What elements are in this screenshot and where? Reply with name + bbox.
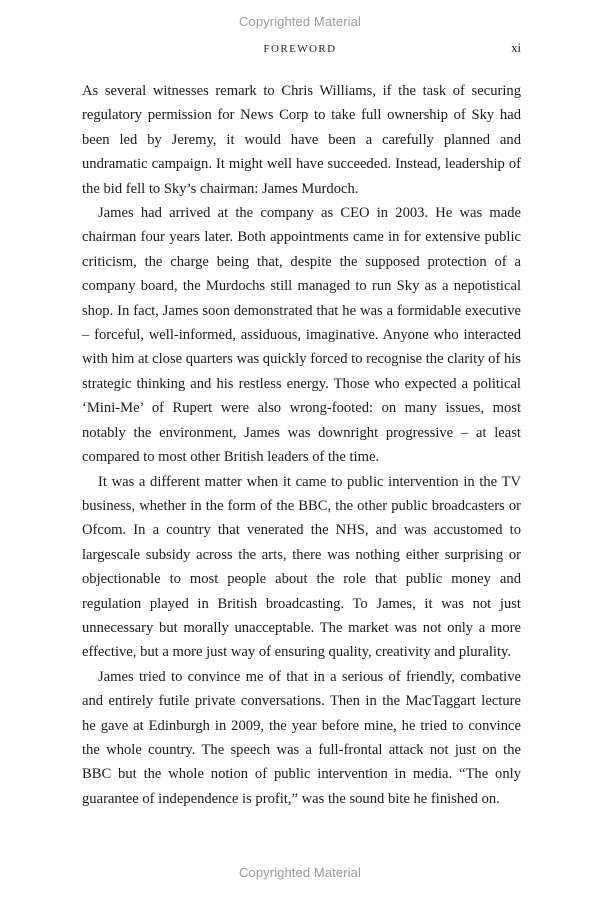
- body-text: [82, 79, 521, 811]
- page-number: xi: [511, 41, 521, 55]
- copyright-watermark-bottom: Copyrighted Material: [239, 865, 361, 880]
- paragraph-3: It was a different matter when it came to public intervention in the TV business, whether in the form of the BBC, the other public broadcasters or Ofcom. In a country that venerated the NHS, and was accustomed to largescale subsidy across the arts, there was nothing either surprising or objectionable to most people about the role that public money and regulation played in British broadcasting. To James, it was not just unnecessary but morally unacceptable. The market was not only a more effective, but a more just way of ensuring quality, creativity and plurality.: [82, 473, 521, 661]
- copyright-watermark-top: Copyrighted Material: [239, 14, 361, 29]
- paragraph-1: As several witnesses remark to Chris Williams, if the task of securing regulatory permission for News Corp to take full ownership of Sky had been led by Jeremy, it would have been a carefully planned and undramatic campaign. It might well have succeeded. Instead, leadership of the bid fell to Sky’s chairman: James Murdoch.: [82, 83, 521, 197]
- paragraph-4: James tried to convince me of that in a serious of friendly, combative and entirely futile private conversations. Then in the MacTaggart lecture he gave at Edinburgh in 2009, the year before mine, he tried to convince the whole country. The speech was a full-frontal attack not just on the BBC but the whole notion of public intervention in media. “The only guarantee of independence is profit,” was the sound bite he finished on.: [82, 668, 521, 807]
- paragraph-2: James had arrived at the company as CEO in 2003. He was made chairman four years later. Both appointments came in for extensive public criticism, the charge being that, despite the supposed protection of a company board, the Murdochs still managed to run Sky as a nepotistical shop. In fact, James soon demonstrated that he was a formidable executive – forceful, well-informed, assiduous, imaginative. Anyone who interacted with him at close quarters was quickly forced to recognise the clarity of his strategic thinking and his restless energy. Those who expected a political ‘Mini-Me’ of Rupert were also wrong-footed: on many issues, most notably the environment, James was downright progressive – at least compared to most other British leaders of the time.: [82, 205, 521, 466]
- running-header-title: FOREWORD: [263, 43, 337, 55]
